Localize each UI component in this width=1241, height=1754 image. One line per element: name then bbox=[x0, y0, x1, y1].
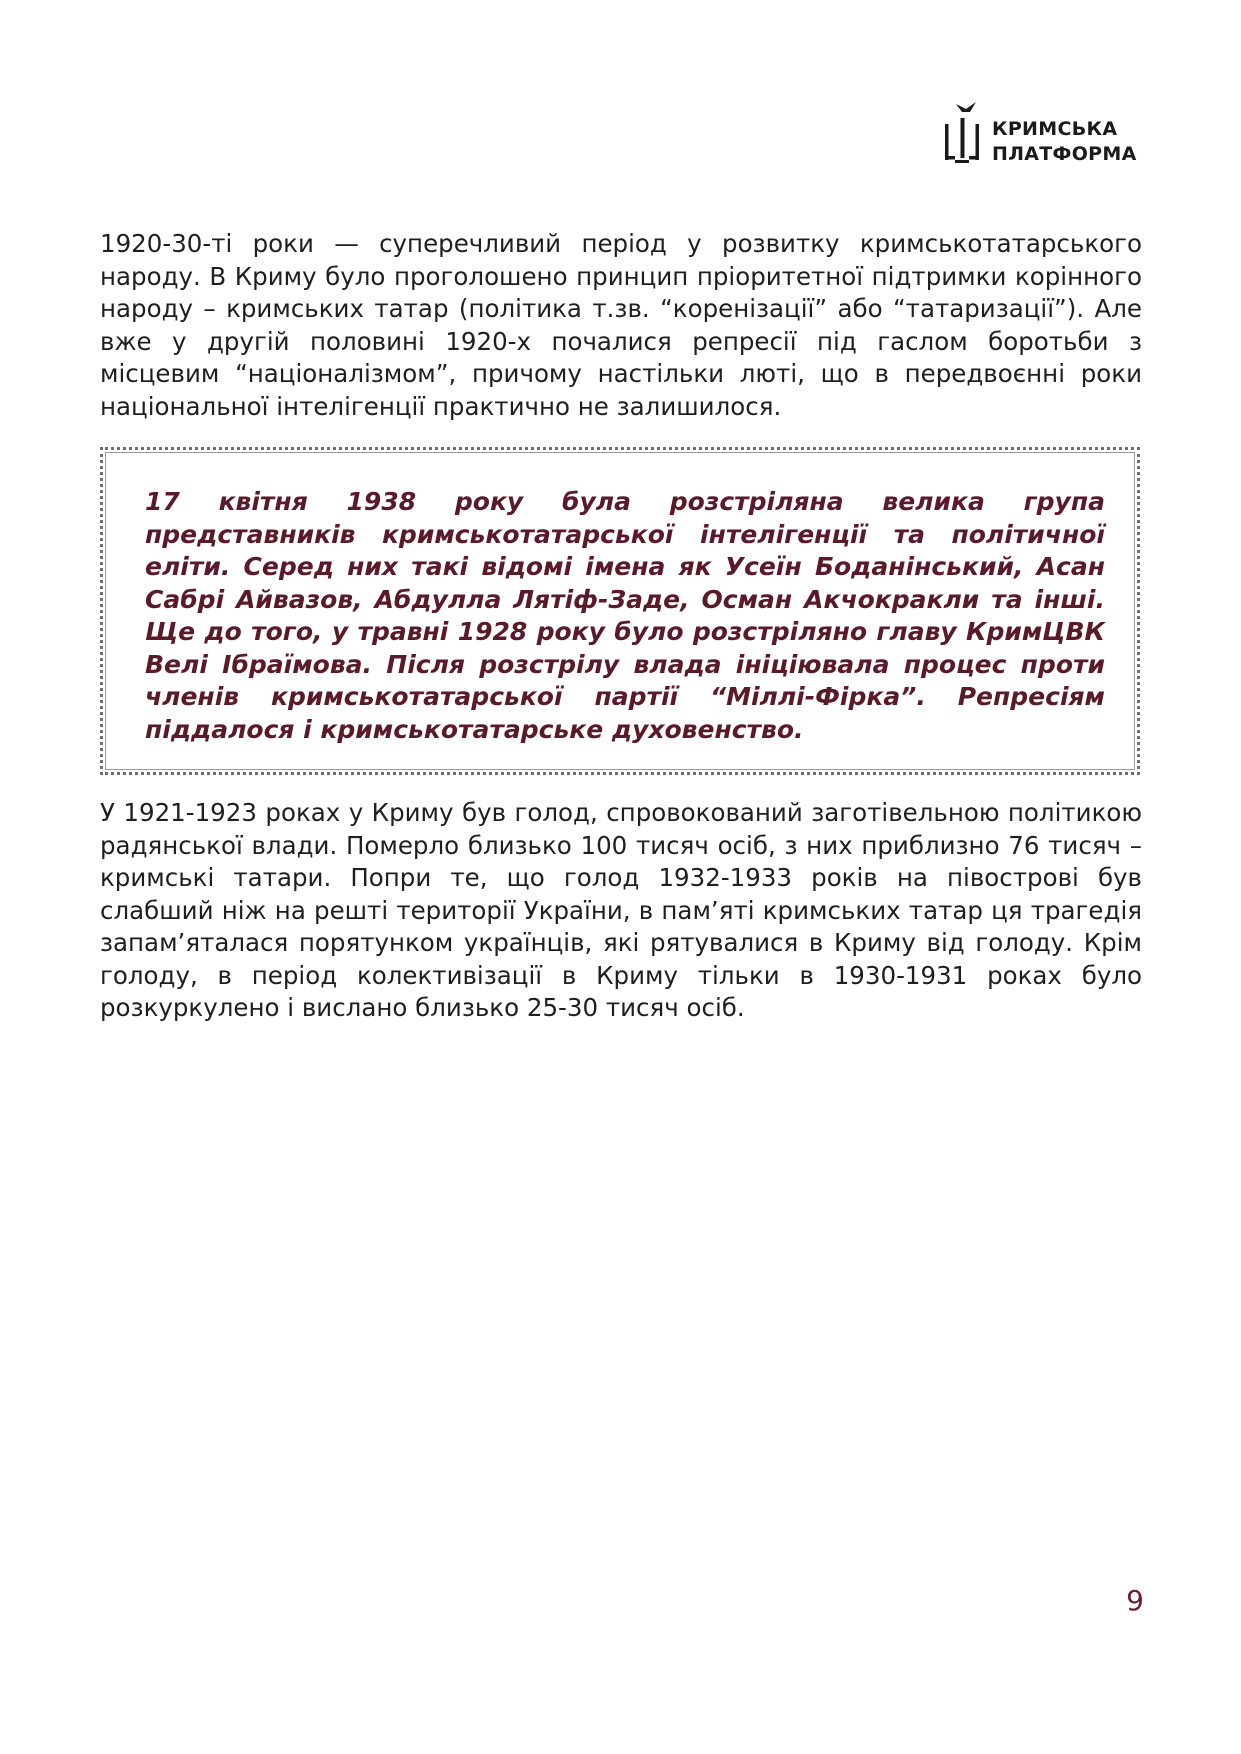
crimean-platform-logo-icon bbox=[942, 98, 982, 178]
body-paragraph-1: 1920-30-ті роки — суперечливий період у розвитку кримськотатарського народу. В Криму було проголошено принцип пріоритетної підтримки корінного народу – кримських татар (політика т.зв. “коренізації” або “татаризації”). Але вже у другій половині 1920-х почалися репресії під гаслом боротьби з місцевим “націоналізмом”, причому настільки люті, що в передвоєнні роки національної інтелігенції практично не залишилося. bbox=[100, 229, 1142, 421]
quote-box bbox=[100, 447, 1140, 775]
logo-text bbox=[992, 117, 1137, 167]
page-number: 9 bbox=[1126, 1584, 1144, 1617]
body-paragraph-2: У 1921-1923 роках у Криму був голод, спровокований заготівельною політикою радянської влади. Померло близько 100 тисяч осіб, з них приблизно 76 тисяч – кримські татари. Попри те, що голод 1932-1933 років на півострові був слабший ніж на решті території України, в пам’яті кримських татар ця трагедія запам’яталася порятунком українців, які рятувалися в Криму від голоду. Крім голоду, в період колективізації в Криму тільки в 1930-1931 роках було розкуркулено і вислано близько 25-30 тисяч осіб. bbox=[100, 798, 1142, 1022]
logo-line-1: КРИМСЬКА bbox=[992, 118, 1118, 140]
quote-text: 17 квітня 1938 року була розстріляна велика група представників кримськотатарської інтелігенції та політичної еліти. Серед них такі відомі імена як Усеїн Боданінський, Асан Сабрі Айвазов, Абдулла Лятіф-Заде, Осман Акчокракли та інші. Ще до того, у травні 1928 року було розстріляно главу КримЦВК Велі Ібраїмова. Після розстрілу влада ініціювала процес проти членів кримськотатарської партії “Міллі-Фірка”. Репресіям піддалося і кримськотатарське духовенство. bbox=[145, 487, 1105, 744]
logo bbox=[942, 98, 1152, 178]
logo-line-2: ПЛАТФОРМА bbox=[992, 143, 1137, 165]
